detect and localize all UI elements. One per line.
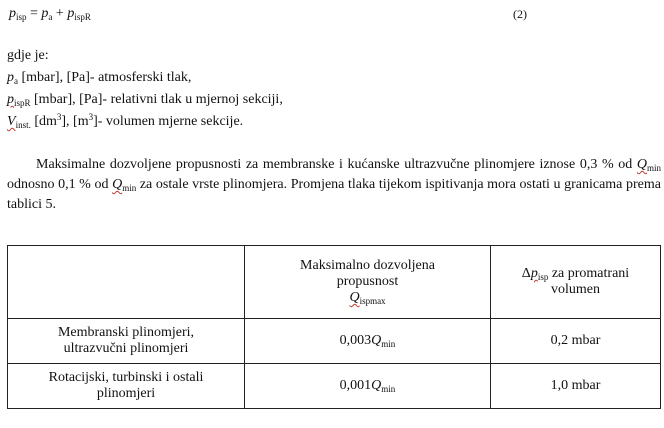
row2-leak-var: Q (371, 378, 382, 393)
eq-term2-sub: ispR (74, 12, 91, 22)
equation-formula (9, 6, 91, 22)
paragraph-text (7, 155, 661, 215)
def-pispr-var: p (7, 92, 14, 107)
paragraph-q2-sub: min (122, 183, 137, 193)
header-delta: Δ (521, 266, 531, 281)
header-qispmax (349, 290, 385, 305)
paragraph-s2: odnosno 0,1 % od (7, 177, 113, 192)
row1-leak-sub: min (381, 339, 396, 349)
row2-type-line1: Rotacijski, turbinski i ostali (48, 370, 204, 385)
paragraph-qmin-2 (112, 177, 136, 192)
row-max-leak (245, 319, 491, 364)
row2-type-line2: plinomjeri (96, 386, 156, 401)
def-pa-var: p (7, 70, 14, 85)
header-max-leak-line2: propusnost (336, 274, 399, 289)
row1-leak-var: Q (371, 333, 382, 348)
row-pressure-change: 1,0 mbar (491, 364, 661, 409)
paragraph-q1-sub: min (646, 163, 661, 173)
definition-pa (7, 70, 191, 86)
paragraph-s1: Maksimalne dozvoljene propusnosti za membranske i kućanske ultrazvučne plinomjere iznose 0,3 % od (36, 157, 637, 172)
paragraph-qmin-1 (637, 157, 661, 172)
table-row (8, 319, 661, 364)
header-p-sub: isp (537, 272, 549, 282)
paragraph-q2-var: Q (112, 177, 123, 192)
def-pa-sub: a (14, 76, 18, 86)
header-pisp (531, 266, 549, 281)
definition-vinst (7, 114, 243, 130)
eq-term1-var: p (41, 6, 49, 21)
header-cell-max-leak (245, 246, 491, 319)
row1-type-line1: Membranski plinomjeri, (57, 325, 195, 340)
paragraph-s3: za ostale vrste plinomjera. Promjena tlaka tijekom ispitivanja mora ostati u granicama prema tablici 5. (7, 177, 661, 212)
def-vinst-sup2: 3 (88, 112, 94, 122)
header-q-var: Q (349, 290, 360, 305)
def-pispr-sub: ispR (14, 98, 31, 108)
row-meter-type (8, 364, 245, 409)
row1-type-line2: ultrazvučni plinomjeri (63, 341, 189, 356)
def-pispr-text: [mbar], [Pa]- relativni tlak u mjernoj sekciji, (30, 92, 283, 107)
row2-leak-sub: min (381, 384, 396, 394)
def-pispr-symbol (7, 92, 31, 107)
header-cell-empty (8, 246, 245, 319)
def-vinst-post: ]- volumen mjerne sekcije. (93, 114, 244, 129)
table-row (8, 364, 661, 409)
equation-number: (2) (513, 7, 527, 21)
header-p-var: p (530, 266, 538, 281)
eq-lhs-var: p (9, 6, 16, 21)
header-cell-pressure-change (491, 246, 661, 319)
def-vinst-pre: [dm (30, 114, 57, 129)
def-vinst-sup1: 3 (56, 112, 62, 122)
eq-plus: + (52, 6, 68, 21)
header-max-leak-line1: Maksimalno dozvoljena (300, 258, 435, 273)
row-meter-type (8, 319, 245, 364)
header-pressure-line1 (497, 266, 654, 282)
eq-lhs-sub: isp (16, 12, 27, 22)
definitions-intro: gdje je: (7, 48, 49, 63)
def-vinst-var: V (7, 114, 16, 129)
header-pressure-text: za promatrani (548, 266, 630, 281)
row-pressure-change: 0,2 mbar (491, 319, 661, 364)
header-q-sub: ispmax (359, 296, 386, 306)
row1-leak-number: 0,003 (339, 333, 372, 348)
leak-tolerance-table (7, 245, 661, 409)
def-vinst-sub: inst. (15, 120, 31, 130)
def-pa-text: [mbar], [Pa]- atmosferski tlak, (18, 70, 192, 85)
table-header-row (8, 246, 661, 319)
equation-line (9, 4, 659, 26)
row2-leak-number: 0,001 (339, 378, 372, 393)
def-vinst-symbol (7, 114, 31, 129)
header-max-leak-symbol (251, 290, 484, 306)
row-max-leak (245, 364, 491, 409)
paragraph-q1-var: Q (636, 157, 647, 172)
def-vinst-mid: ], [m (61, 114, 89, 129)
header-pressure-line2: volumen (551, 282, 600, 297)
eq-term1-sub: a (48, 12, 53, 22)
eq-sign: = (26, 6, 42, 21)
eq-term2-var: p (67, 6, 75, 21)
definition-pispr (7, 92, 283, 108)
body-paragraph (7, 155, 661, 215)
